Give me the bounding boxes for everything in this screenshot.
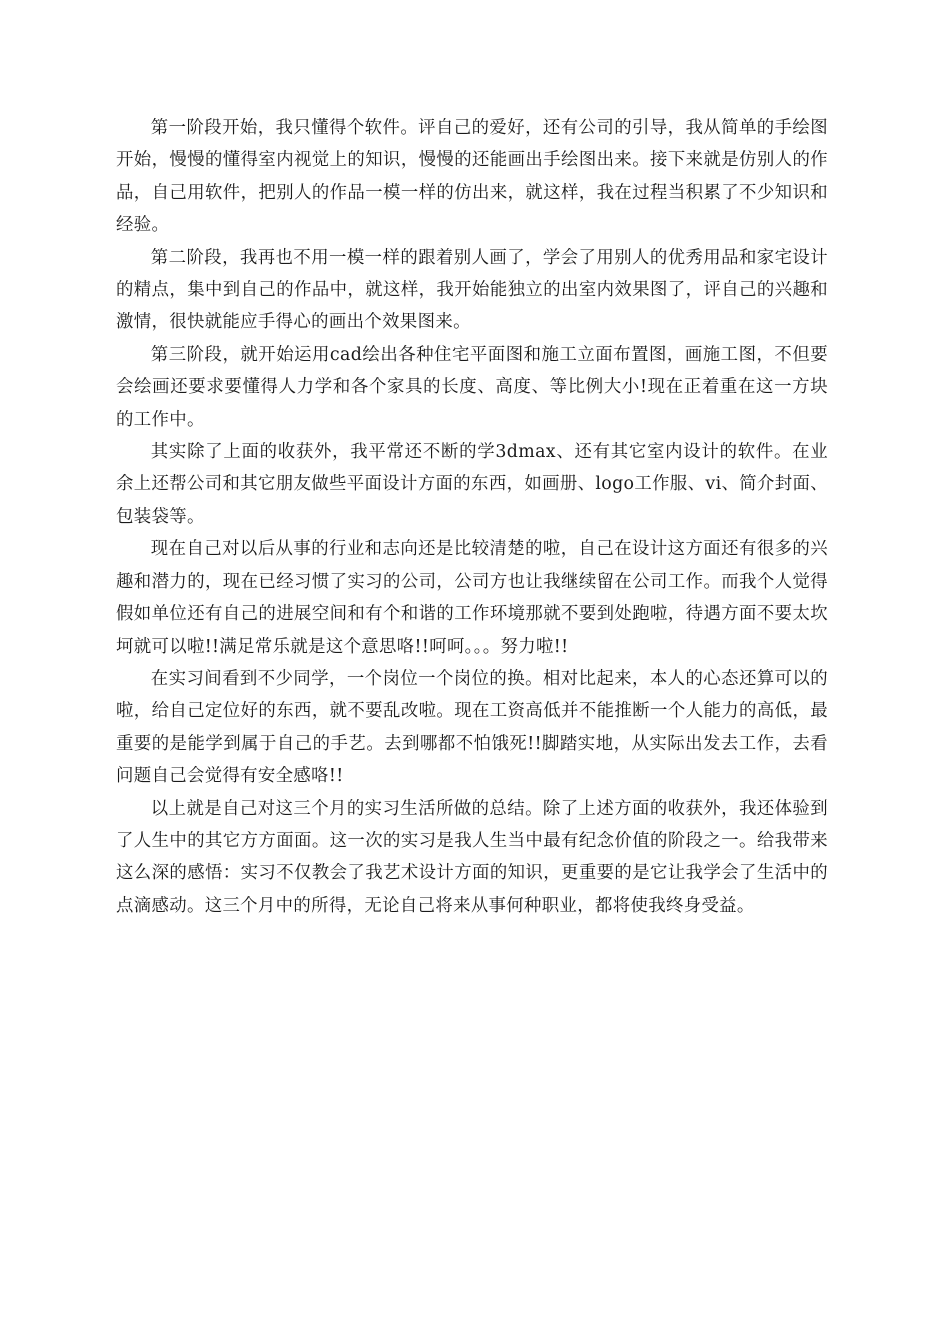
paragraph-4: 其实除了上面的收获外，我平常还不断的学3dmax、还有其它室内设计的软件。在业余上还帮公司和其它朋友做些平面设计方面的东西，如画册、logo工作服、vi、简介封面、包装袋等。	[116, 442, 828, 527]
paragraph-6: 在实习间看到不少同学，一个岗位一个岗位的换。相对比起来，本人的心态还算可以的啦，给自己定位好的东西，就不要乱改啦。现在工资高低并不能推断一个人能力的高低，最重要的是能学到属于自己的手艺。去到哪都不怕饿死!!脚踏实地，从实际出发去工作，去看问题自己会觉得有安全感咯!!	[116, 668, 828, 787]
paragraph-1: 第一阶段开始，我只懂得个软件。评自己的爱好，还有公司的引导，我从简单的手绘图开始，慢慢的懂得室内视觉上的知识，慢慢的还能画出手绘图出来。接下来就是仿别人的作品，自己用软件，把别人的作品一模一样的仿出来，就这样，我在过程当积累了不少知识和经验。	[116, 118, 828, 236]
document-body	[116, 112, 828, 922]
paragraph-7: 以上就是自己对这三个月的实习生活所做的总结。除了上述方面的收获外，我还体验到了人生中的其它方方面面。这一次的实习是我人生当中最有纪念价值的阶段之一。给我带来这么深的感悟：实习不仅教会了我艺术设计方面的知识，更重要的是它让我学会了生活中的点滴感动。这三个月中的所得，无论自己将来从事何种职业，都将使我终身受益。	[116, 798, 828, 916]
paragraph-2: 第二阶段，我再也不用一模一样的跟着别人画了，学会了用别人的优秀用品和家宅设计的精点，集中到自己的作品中，就这样，我开始能独立的出室内效果图了，评自己的兴趣和激情，很快就能应手得心的画出个效果图来。	[116, 247, 828, 333]
paragraph-3: 第三阶段，就开始运用cad绘出各种住宅平面图和施工立面布置图，画施工图，不但要会绘画还要求要懂得人力学和各个家具的长度、高度、等比例大小!现在正着重在这一方块的工作中。	[116, 344, 828, 430]
paragraph-5: 现在自己对以后从事的行业和志向还是比较清楚的啦，自己在设计这方面还有很多的兴趣和潜力的，现在已经习惯了实习的公司，公司方也让我继续留在公司工作。而我个人觉得假如单位还有自己的进展空间和有个和谐的工作环境那就不要到处跑啦，待遇方面不要太坎坷就可以啦!!满足常乐就是这个意思咯!!呵呵。。。努力啦!!	[116, 539, 828, 657]
